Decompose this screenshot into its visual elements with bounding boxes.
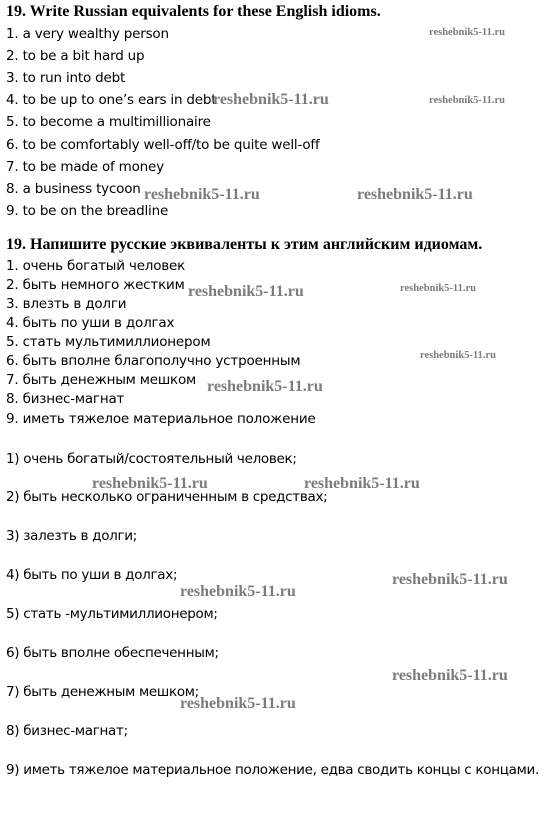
russian-item-4: 4. быть по уши в долгах — [6, 315, 175, 331]
answer-9: 9) иметь тяжелое материальное положение, едва сводить концы с концами. — [6, 762, 539, 778]
watermark-text: reshebnik5-11.ru — [400, 283, 476, 294]
watermark-text: reshebnik5-11.ru — [392, 571, 508, 588]
watermark-text: reshebnik5-11.ru — [357, 186, 473, 203]
russian-item-7: 7. быть денежным мешком — [6, 372, 197, 388]
russian-item-3: 3. влезть в долги — [6, 296, 127, 312]
watermark-text: reshebnik5-11.ru — [92, 475, 208, 492]
russian-item-8: 8. бизнес-магнат — [6, 391, 125, 407]
english-item-3: 3. to run into debt — [6, 70, 126, 86]
russian-heading: 19. Напишите русские эквиваленты к этим английским идиомам. — [6, 236, 483, 253]
russian-item-1: 1. очень богатый человек — [6, 258, 186, 274]
english-item-8: 8. a business tycoon — [6, 181, 141, 197]
watermark-text: reshebnik5-11.ru — [429, 27, 505, 38]
answer-2: 2) быть несколько ограниченным в средствах; — [6, 489, 328, 505]
russian-item-5: 5. стать мультимиллионером — [6, 334, 211, 350]
watermark-text: reshebnik5-11.ru — [180, 583, 296, 600]
answer-8: 8) бизнес-магнат; — [6, 723, 128, 739]
english-item-2: 2. to be a bit hard up — [6, 48, 145, 64]
answer-3: 3) залезть в долги; — [6, 528, 138, 544]
english-item-9: 9. to be on the breadline — [6, 203, 169, 219]
english-heading: 19. Write Russian equivalents for these English idioms. — [6, 3, 381, 20]
watermark-text: reshebnik5-11.ru — [207, 378, 323, 395]
russian-item-6: 6. быть вполне благополучно устроенным — [6, 353, 301, 369]
answer-6: 6) быть вполне обеспеченным; — [6, 645, 219, 661]
answer-4: 4) быть по уши в долгах; — [6, 567, 178, 583]
english-item-4: 4. to be up to one’s ears in debt — [6, 92, 217, 108]
english-item-6: 6. to be comfortably well-off/to be quite well-off — [6, 137, 320, 153]
answer-7: 7) быть денежным мешком; — [6, 684, 199, 700]
answer-5: 5) стать -мультимиллионером; — [6, 606, 218, 622]
english-item-5: 5. to become a multimillionaire — [6, 114, 211, 130]
answer-1: 1) очень богатый/состоятельный человек; — [6, 451, 297, 467]
english-item-1: 1. a very wealthy person — [6, 26, 169, 42]
watermark-text: reshebnik5-11.ru — [392, 667, 508, 684]
watermark-text: reshebnik5-11.ru — [429, 95, 505, 106]
watermark-text: reshebnik5-11.ru — [304, 475, 420, 492]
watermark-text: reshebnik5-11.ru — [188, 283, 304, 300]
watermark-text: reshebnik5-11.ru — [144, 186, 260, 203]
watermark-text: reshebnik5-11.ru — [180, 695, 296, 712]
watermark-text: reshebnik5-11.ru — [420, 350, 496, 361]
russian-item-2: 2. быть немного жестким — [6, 277, 185, 293]
russian-item-9: 9. иметь тяжелое материальное положение — [6, 411, 316, 427]
watermark-text: reshebnik5-11.ru — [213, 91, 329, 108]
english-item-7: 7. to be made of money — [6, 159, 164, 175]
